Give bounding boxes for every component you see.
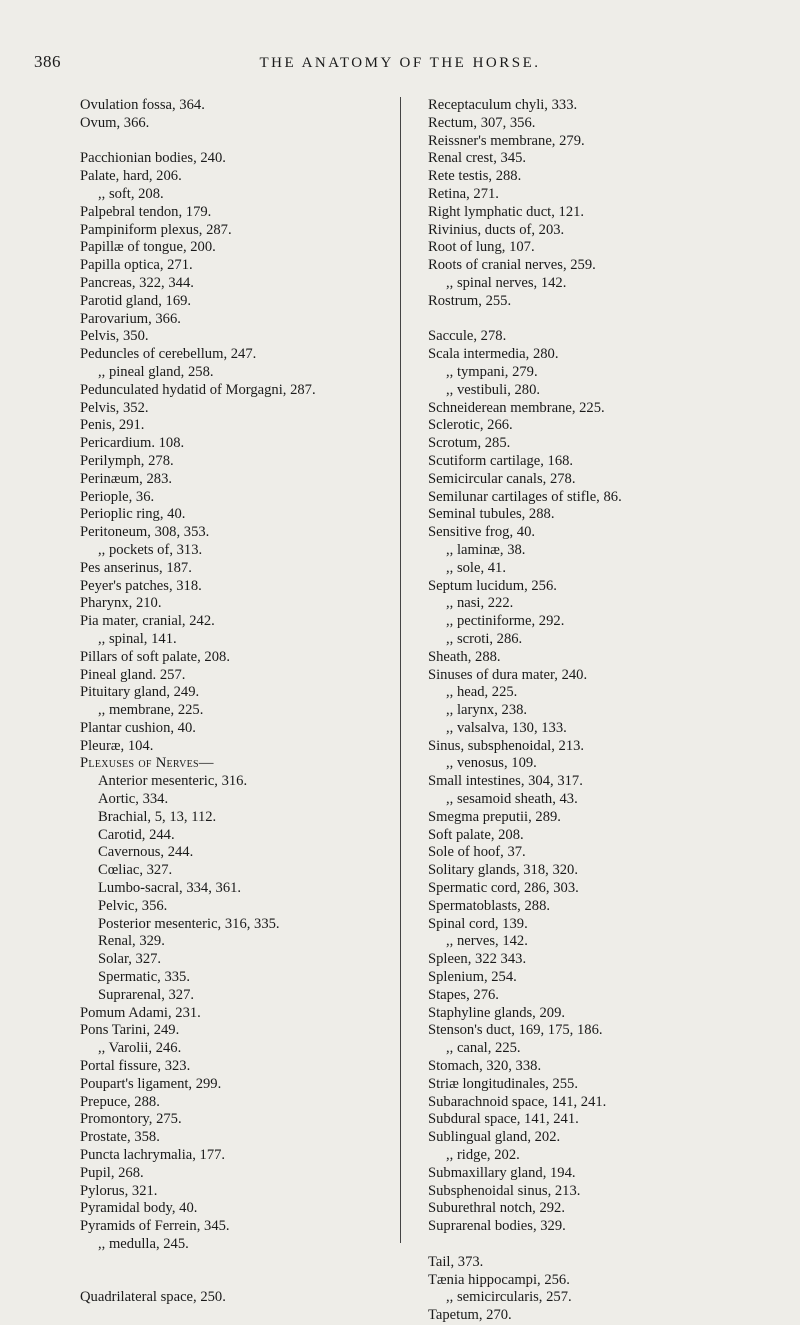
index-entry: Pharynx, 210. — [80, 595, 162, 612]
index-entry: Poupart's ligament, 299. — [80, 1075, 222, 1092]
index-entry: Pedunculated hydatid of Morgagni, 287. — [80, 381, 316, 398]
index-entry: Roots of cranial nerves, 259. — [428, 257, 596, 274]
index-entry: Suburethral notch, 292. — [428, 1200, 565, 1217]
index-entry: Spermatoblasts, 288. — [428, 897, 551, 914]
index-entry: Pyramidal body, 40. — [80, 1200, 198, 1217]
index-subentry: ,, sole, 41. — [446, 559, 506, 576]
index-entry: Palate, hard, 206. — [80, 168, 182, 185]
index-subentry: ,, soft, 208. — [98, 185, 164, 202]
index-gap — [428, 1236, 800, 1254]
index-subentry: Pelvic, 356. — [98, 897, 168, 914]
index-entry: Spleen, 322 343. — [428, 951, 527, 968]
index-entry: Scutiform cartilage, 168. — [428, 452, 574, 469]
index-entry: Plantar cushion, 40. — [80, 719, 196, 736]
index-entry: Portal fissure, 323. — [80, 1058, 191, 1075]
index-entry: Penis, 291. — [80, 417, 145, 434]
index-column-left — [80, 97, 398, 1307]
index-entry: Pomum Adami, 231. — [80, 1004, 201, 1021]
index-subentry: ,, pockets of, 313. — [98, 541, 203, 558]
index-subentry: Solar, 327. — [98, 951, 162, 968]
index-entry: Parotid gland, 169. — [80, 292, 192, 309]
index-entry: Stomach, 320, 338. — [428, 1058, 542, 1075]
index-entry: Pituitary gland, 249. — [80, 684, 200, 701]
index-entry: Pillars of soft palate, 208. — [80, 648, 230, 665]
index-gap — [80, 1272, 398, 1290]
index-entry: Saccule, 278. — [428, 328, 507, 345]
index-entry: Ovum, 366. — [80, 114, 150, 131]
index-entry: Rete testis, 288. — [428, 168, 522, 185]
index-entry: Papilla optica, 271. — [80, 257, 193, 274]
index-entry: Schneiderean membrane, 225. — [428, 399, 605, 416]
index-entry: Splenium, 254. — [428, 969, 517, 986]
index-subentry: ,, pectiniforme, 292. — [446, 613, 565, 630]
index-gap — [80, 133, 398, 151]
index-subentry: ,, pineal gland, 258. — [98, 363, 214, 380]
index-entry: Spermatic cord, 286, 303. — [428, 880, 579, 897]
column-divider — [400, 97, 401, 1243]
index-entry: Reissner's membrane, 279. — [428, 132, 585, 149]
index-gap — [80, 1254, 398, 1272]
index-subentry: ,, sesamoid sheath, 43. — [446, 791, 578, 808]
page-number: 386 — [34, 52, 61, 71]
index-entry: Sheath, 288. — [428, 648, 501, 665]
index-entry: Pericardium. 108. — [80, 435, 185, 452]
index-entry: Pupil, 268. — [80, 1164, 144, 1181]
index-entry: Perilymph, 278. — [80, 452, 174, 469]
index-entry: Soft palate, 208. — [428, 826, 524, 843]
index-entry: Promontory, 275. — [80, 1111, 182, 1128]
index-subentry: ,, spinal nerves, 142. — [446, 274, 567, 291]
index-entry: Receptaculum chyli, 333. — [428, 97, 578, 113]
index-entry: Submaxillary gland, 194. — [428, 1164, 576, 1181]
index-entry: Parovarium, 366. — [80, 310, 181, 327]
index-entry: Smegma preputii, 289. — [428, 808, 561, 825]
index-entry: Sinus, subsphenoidal, 213. — [428, 737, 585, 754]
index-entry: Semilunar cartilages of stifle, 86. — [428, 488, 622, 505]
index-section-heading: Plexuses of Nerves— — [80, 755, 214, 772]
index-subentry: ,, spinal, 141. — [98, 630, 177, 647]
index-entry: Sclerotic, 266. — [428, 417, 513, 434]
index-entry: Perioplic ring, 40. — [80, 506, 186, 523]
index-subentry: ,, canal, 225. — [446, 1040, 521, 1057]
index-entry: Rostrum, 255. — [428, 292, 512, 309]
index-entry: Stenson's duct, 169, 175, 186. — [428, 1022, 603, 1039]
index-gap — [428, 311, 800, 329]
index-entry: Palpebral tendon, 179. — [80, 203, 212, 220]
index-entry: Semicircular canals, 278. — [428, 470, 576, 487]
index-entry: Periople, 36. — [80, 488, 155, 505]
index-entry: Renal crest, 345. — [428, 150, 527, 167]
index-entry: Root of lung, 107. — [428, 239, 535, 256]
index-entry: Pacchionian bodies, 240. — [80, 150, 226, 167]
index-entry: Sole of hoof, 37. — [428, 844, 526, 861]
index-subentry: Cœliac, 327. — [98, 862, 173, 879]
index-entry: Small intestines, 304, 317. — [428, 773, 583, 790]
index-entry: Pleuræ, 104. — [80, 737, 154, 754]
index-entry: Quadrilateral space, 250. — [80, 1289, 226, 1306]
index-subentry: ,, medulla, 245. — [98, 1236, 189, 1252]
index-subentry: ,, nerves, 142. — [446, 933, 528, 950]
index-entry: Pelvis, 350. — [80, 328, 149, 345]
index-entry: Sublingual gland, 202. — [428, 1129, 561, 1146]
index-entry: Pineal gland. 257. — [80, 666, 186, 683]
index-subentry: ,, Varolii, 246. — [98, 1040, 182, 1057]
index-entry: Retina, 271. — [428, 185, 499, 202]
index-entry: Pampiniform plexus, 287. — [80, 221, 232, 238]
index-entry: Prepuce, 288. — [80, 1093, 160, 1110]
index-subentry: Aortic, 334. — [98, 791, 169, 808]
index-entry: Pons Tarini, 249. — [80, 1022, 180, 1039]
index-entry: Seminal tubules, 288. — [428, 506, 555, 523]
index-subentry: ,, valsalva, 130, 133. — [446, 719, 567, 736]
index-entry: Peritoneum, 308, 353. — [80, 524, 210, 541]
index-entry: Prostate, 358. — [80, 1129, 160, 1146]
index-entry: Spinal cord, 139. — [428, 915, 528, 932]
index-entry: Rivinius, ducts of, 203. — [428, 221, 565, 238]
index-entry: Subarachnoid space, 141, 241. — [428, 1093, 607, 1110]
index-subentry: ,, ridge, 202. — [446, 1147, 520, 1164]
index-entry: Striæ longitudinales, 255. — [428, 1075, 578, 1092]
index-subentry: ,, tympani, 279. — [446, 363, 538, 380]
index-entry: Sensitive frog, 40. — [428, 524, 536, 541]
index-entry: Pylorus, 321. — [80, 1182, 158, 1199]
index-entry: Perinæum, 283. — [80, 470, 173, 487]
index-entry: Subdural space, 141, 241. — [428, 1111, 579, 1128]
index-subentry: Anterior mesenteric, 316. — [98, 773, 248, 790]
index-entry: Pancreas, 322, 344. — [80, 274, 194, 291]
index-entry: Staphyline glands, 209. — [428, 1004, 566, 1021]
index-entry: Tapetum, 270. — [428, 1307, 512, 1324]
index-entry: Peyer's patches, 318. — [80, 577, 202, 594]
index-entry: Sinuses of dura mater, 240. — [428, 666, 588, 683]
index-entry: Ovulation fossa, 364. — [80, 97, 205, 113]
index-subentry: Posterior mesenteric, 316, 335. — [98, 915, 280, 932]
index-entry: Puncta lachrymalia, 177. — [80, 1147, 226, 1164]
index-subentry: Cavernous, 244. — [98, 844, 194, 861]
index-subentry: ,, membrane, 225. — [98, 702, 204, 719]
index-entry: Pia mater, cranial, 242. — [80, 613, 215, 630]
index-entry: Stapes, 276. — [428, 986, 499, 1003]
index-subentry: Suprarenal, 327. — [98, 986, 195, 1003]
index-entry: Pyramids of Ferrein, 345. — [80, 1218, 230, 1235]
index-entry: Tænia hippocampi, 256. — [428, 1271, 570, 1288]
index-entry: Subsphenoidal sinus, 213. — [428, 1182, 581, 1199]
index-subentry: Carotid, 244. — [98, 826, 175, 843]
index-entry: Pelvis, 352. — [80, 399, 149, 416]
index-entry: Right lymphatic duct, 121. — [428, 203, 585, 220]
index-subentry: ,, scroti, 286. — [446, 630, 523, 647]
index-entry: Tail, 373. — [428, 1253, 484, 1270]
index-entry: Rectum, 307, 356. — [428, 114, 536, 131]
index-subentry: ,, semicircularis, 257. — [446, 1289, 572, 1306]
index-entry: Septum lucidum, 256. — [428, 577, 557, 594]
index-entry: Scrotum, 285. — [428, 435, 511, 452]
index-entry: Peduncles of cerebellum, 247. — [80, 346, 257, 363]
index-column-right — [428, 97, 800, 1325]
index-subentry: ,, vestibuli, 280. — [446, 381, 541, 398]
index-subentry: ,, larynx, 238. — [446, 702, 528, 719]
index-subentry: ,, head, 225. — [446, 684, 518, 701]
index-subentry: Spermatic, 335. — [98, 969, 191, 986]
index-entry: Scala intermedia, 280. — [428, 346, 559, 363]
index-subentry: Lumbo-sacral, 334, 361. — [98, 880, 242, 897]
index-entry: Suprarenal bodies, 329. — [428, 1218, 566, 1235]
index-subentry: ,, laminæ, 38. — [446, 541, 526, 558]
index-subentry: Renal, 329. — [98, 933, 165, 950]
index-subentry: ,, nasi, 222. — [446, 595, 514, 612]
index-subentry: ,, venosus, 109. — [446, 755, 537, 772]
index-subentry: Brachial, 5, 13, 112. — [98, 808, 217, 825]
index-entry: Pes anserinus, 187. — [80, 559, 192, 576]
index-entry: Solitary glands, 318, 320. — [428, 862, 578, 879]
index-entry: Papillæ of tongue, 200. — [80, 239, 216, 256]
running-head: THE ANATOMY OF THE HORSE. — [259, 55, 541, 71]
